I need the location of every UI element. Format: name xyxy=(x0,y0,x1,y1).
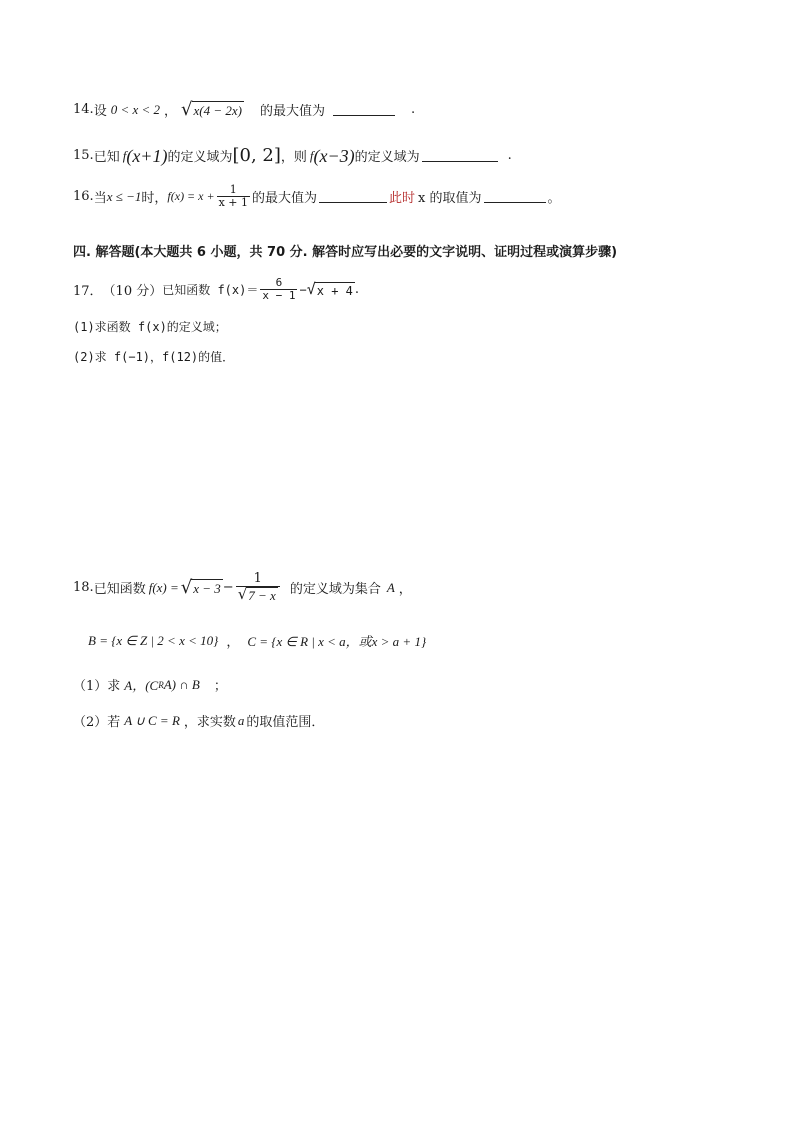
question-text: 设 xyxy=(93,104,107,119)
sqrt-expression xyxy=(306,279,355,298)
domain-interval: [0, 2] xyxy=(232,144,281,166)
question-text: 的定义域为 xyxy=(354,150,420,165)
radical-sign: √ xyxy=(180,576,193,598)
variable: a xyxy=(237,712,245,728)
radicand: x + 4 xyxy=(316,283,353,298)
question-17-part-1: (1)求函数 f(x)的定义域； xyxy=(73,320,227,334)
question-18-part-1 xyxy=(73,675,227,694)
set-symbol: A xyxy=(386,579,395,595)
radicand: x − 3 xyxy=(193,580,221,596)
question-17-part-2: (2)求 f(−1)，f(12)的值． xyxy=(73,350,235,364)
fraction-numerator: 1 xyxy=(253,571,262,586)
expression: A ∪ C = R xyxy=(124,712,180,728)
function-symbol: f xyxy=(122,147,127,163)
question-text: 的最大值为 xyxy=(252,191,318,207)
set-b-definition: B = {x ∈ Z | 2 < x < 10} xyxy=(88,632,219,648)
question-number: 18. xyxy=(73,580,94,596)
function-lhs: f(x) = xyxy=(148,579,179,595)
operator: − xyxy=(222,580,234,596)
expression: A) ∩ B xyxy=(163,676,200,692)
question-text: 已知函数 f(x)＝ xyxy=(162,283,259,298)
sqrt-expression xyxy=(180,576,223,598)
fraction xyxy=(217,184,250,209)
condition: 0 < x < 2 xyxy=(110,101,161,117)
question-text: 的最大值为 xyxy=(260,104,326,119)
punctuation: 。 xyxy=(547,191,561,207)
question-text-highlight: 此时 xyxy=(389,191,416,207)
question-18 xyxy=(73,572,412,604)
punctuation: ； xyxy=(213,679,227,694)
answer-blank[interactable] xyxy=(319,190,387,203)
question-text: 的定义域为集合 xyxy=(289,582,381,598)
condition: x ≤ −1 xyxy=(106,188,142,204)
punctuation: . xyxy=(411,102,416,117)
punctuation: ， xyxy=(226,635,240,650)
question-text: 时， xyxy=(141,191,168,207)
question-text: 已知 xyxy=(93,150,120,165)
punctuation: ， xyxy=(398,582,412,598)
question-text: ，求实数 xyxy=(183,715,236,730)
question-18-part-2 xyxy=(73,711,324,730)
answer-blank[interactable] xyxy=(422,149,498,162)
fraction-denominator xyxy=(236,586,280,603)
question-14 xyxy=(73,100,415,119)
question-18-sets xyxy=(88,631,426,650)
function-argument: (x+1) xyxy=(126,145,168,166)
punctuation: . xyxy=(354,282,360,298)
question-text: 的定义域为 xyxy=(167,150,233,165)
part-label: （1）求 xyxy=(73,679,121,694)
answer-blank[interactable] xyxy=(484,190,546,203)
fraction-denominator: x − 1 xyxy=(262,289,296,303)
question-16 xyxy=(73,184,561,209)
sqrt-expression xyxy=(181,98,244,120)
punctuation: ， xyxy=(164,104,178,119)
subscript: R xyxy=(158,679,164,690)
question-number: 17． xyxy=(73,284,103,300)
part-label: （2）若 xyxy=(73,715,121,730)
radicand: 7 − x xyxy=(248,588,276,604)
fraction xyxy=(260,277,297,302)
expression: A，(C xyxy=(124,678,159,693)
question-text: 当 xyxy=(93,191,107,207)
question-number: 15. xyxy=(73,148,94,163)
radical-sign: √ xyxy=(306,279,316,298)
fraction-numerator: 6 xyxy=(275,276,283,289)
question-number: 14. xyxy=(73,102,94,117)
function-symbol: f xyxy=(309,147,314,163)
punctuation: . xyxy=(507,148,512,163)
radical-sign: √ xyxy=(181,98,193,120)
question-text: 已知函数 xyxy=(93,582,146,598)
question-text: ，则 xyxy=(280,150,307,165)
question-text: x 的取值为 xyxy=(418,191,482,207)
radical-sign: √ xyxy=(237,585,248,604)
question-score: （10 分） xyxy=(102,284,163,300)
answer-blank[interactable] xyxy=(333,103,395,116)
fraction-denominator: x + 1 xyxy=(218,196,249,210)
question-17 xyxy=(73,277,359,302)
radicand: x(4 − 2x) xyxy=(193,102,243,118)
question-text: 的取值范围． xyxy=(246,715,325,730)
question-number: 16. xyxy=(73,189,94,205)
set-c-definition: C = {x ∈ R | x < a，或x > a + 1} xyxy=(247,634,427,649)
function-argument: (x−3) xyxy=(313,145,355,166)
question-15 xyxy=(73,146,512,165)
section-heading: 四. 解答题(本大题共 6 小题，共 70 分. 解答时应写出必要的文字说明、证明过程或演算步骤) xyxy=(73,245,618,260)
operator: − xyxy=(299,282,307,297)
fraction-numerator: 1 xyxy=(229,183,237,196)
function-lhs: f(x) = x + xyxy=(167,189,215,204)
fraction xyxy=(236,572,280,604)
